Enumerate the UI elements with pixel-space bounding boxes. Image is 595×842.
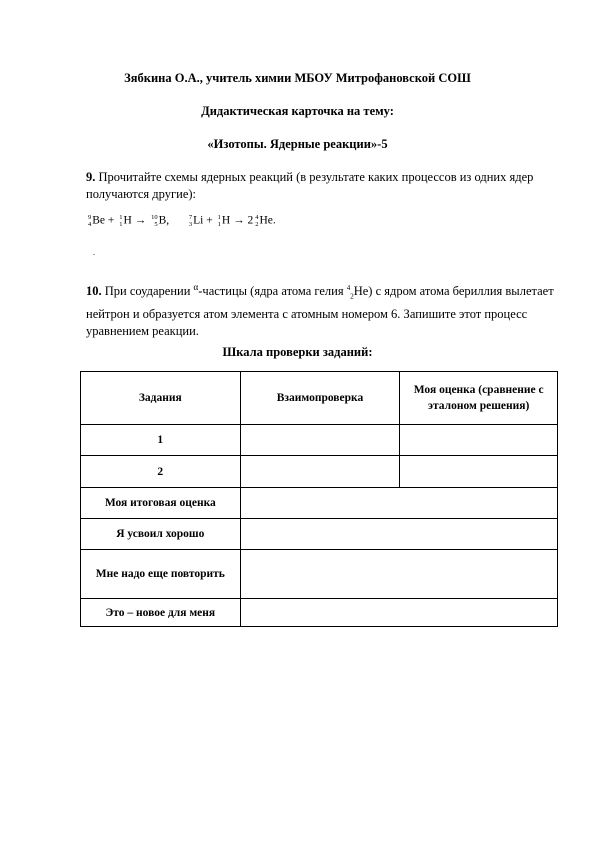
summary-cell[interactable] — [240, 599, 557, 627]
my-grade-cell[interactable] — [400, 425, 558, 456]
header-my-grade: Моя оценка (сравнение с эталоном решения) — [400, 372, 558, 425]
task-10-number: 10. — [86, 284, 102, 299]
nuclide-be: 9 4 Be — [88, 214, 106, 228]
nuclide-h: 1 1 H — [119, 214, 132, 228]
card-subtitle: Дидактическая карточка на тему: — [201, 104, 394, 118]
nuclide-h-2: 1 1 H — [217, 214, 231, 228]
summary-cell[interactable] — [240, 488, 557, 519]
summary-cell[interactable] — [240, 519, 557, 550]
header-tasks: Задания — [81, 372, 241, 425]
task-9-text: Прочитайте схемы ядерных реакций (в результате каких процессов из одних ядер получаются другие): — [86, 170, 534, 201]
summary-row — [81, 550, 558, 599]
summary-label: Мне надо еще повторить — [81, 550, 241, 599]
author-line: Зябкина О.А., учитель химии МБОУ Митрофановской СОШ — [124, 71, 471, 85]
nuclide-b: 10 5 B, — [151, 214, 170, 228]
scale-title: Шкала проверки заданий: — [222, 345, 373, 359]
stray-dot: . — [93, 248, 95, 257]
card-topic: «Изотопы. Ядерные реакции»-5 — [207, 137, 388, 151]
alpha-symbol: α — [193, 282, 199, 292]
table-row — [81, 425, 558, 456]
table-row — [81, 456, 558, 488]
nuclide-he: 4 2 He. — [255, 214, 276, 228]
header-peer-check: Взаимопроверка — [240, 372, 400, 425]
peer-check-cell[interactable] — [240, 425, 400, 456]
check-table — [80, 371, 558, 627]
summary-row — [81, 488, 558, 519]
table-header-row — [81, 372, 558, 425]
nuclide-li: 7 3 Li — [188, 214, 204, 228]
summary-row — [81, 599, 558, 627]
task-number: 2 — [81, 456, 241, 488]
task-9 — [86, 169, 556, 203]
task-number: 1 — [81, 425, 241, 456]
summary-label: Я усвоил хорошо — [81, 519, 241, 550]
task-10: 10. При соударении $^\alpha$-частицы (ядра атома гелия $^4_2$He) с ядром атома бериллия вылетает нейтрон и образуется атом элемента с атомным номером 6. Запишите этот процесс уравнением реакции. — [86, 282, 554, 338]
task-9-number: 9. — [86, 170, 96, 184]
my-grade-cell[interactable] — [400, 456, 558, 488]
summary-cell[interactable] — [240, 550, 557, 599]
summary-label: Моя итоговая оценка — [81, 488, 241, 519]
summary-row — [81, 519, 558, 550]
peer-check-cell[interactable] — [240, 456, 400, 488]
summary-label: Это – новое для меня — [81, 599, 241, 627]
reaction-schemes: 9 4 Be + 1 1 H → 10 5 B, 7 3 Li + 1 1 H → 2 4 2 He. — [88, 214, 276, 228]
